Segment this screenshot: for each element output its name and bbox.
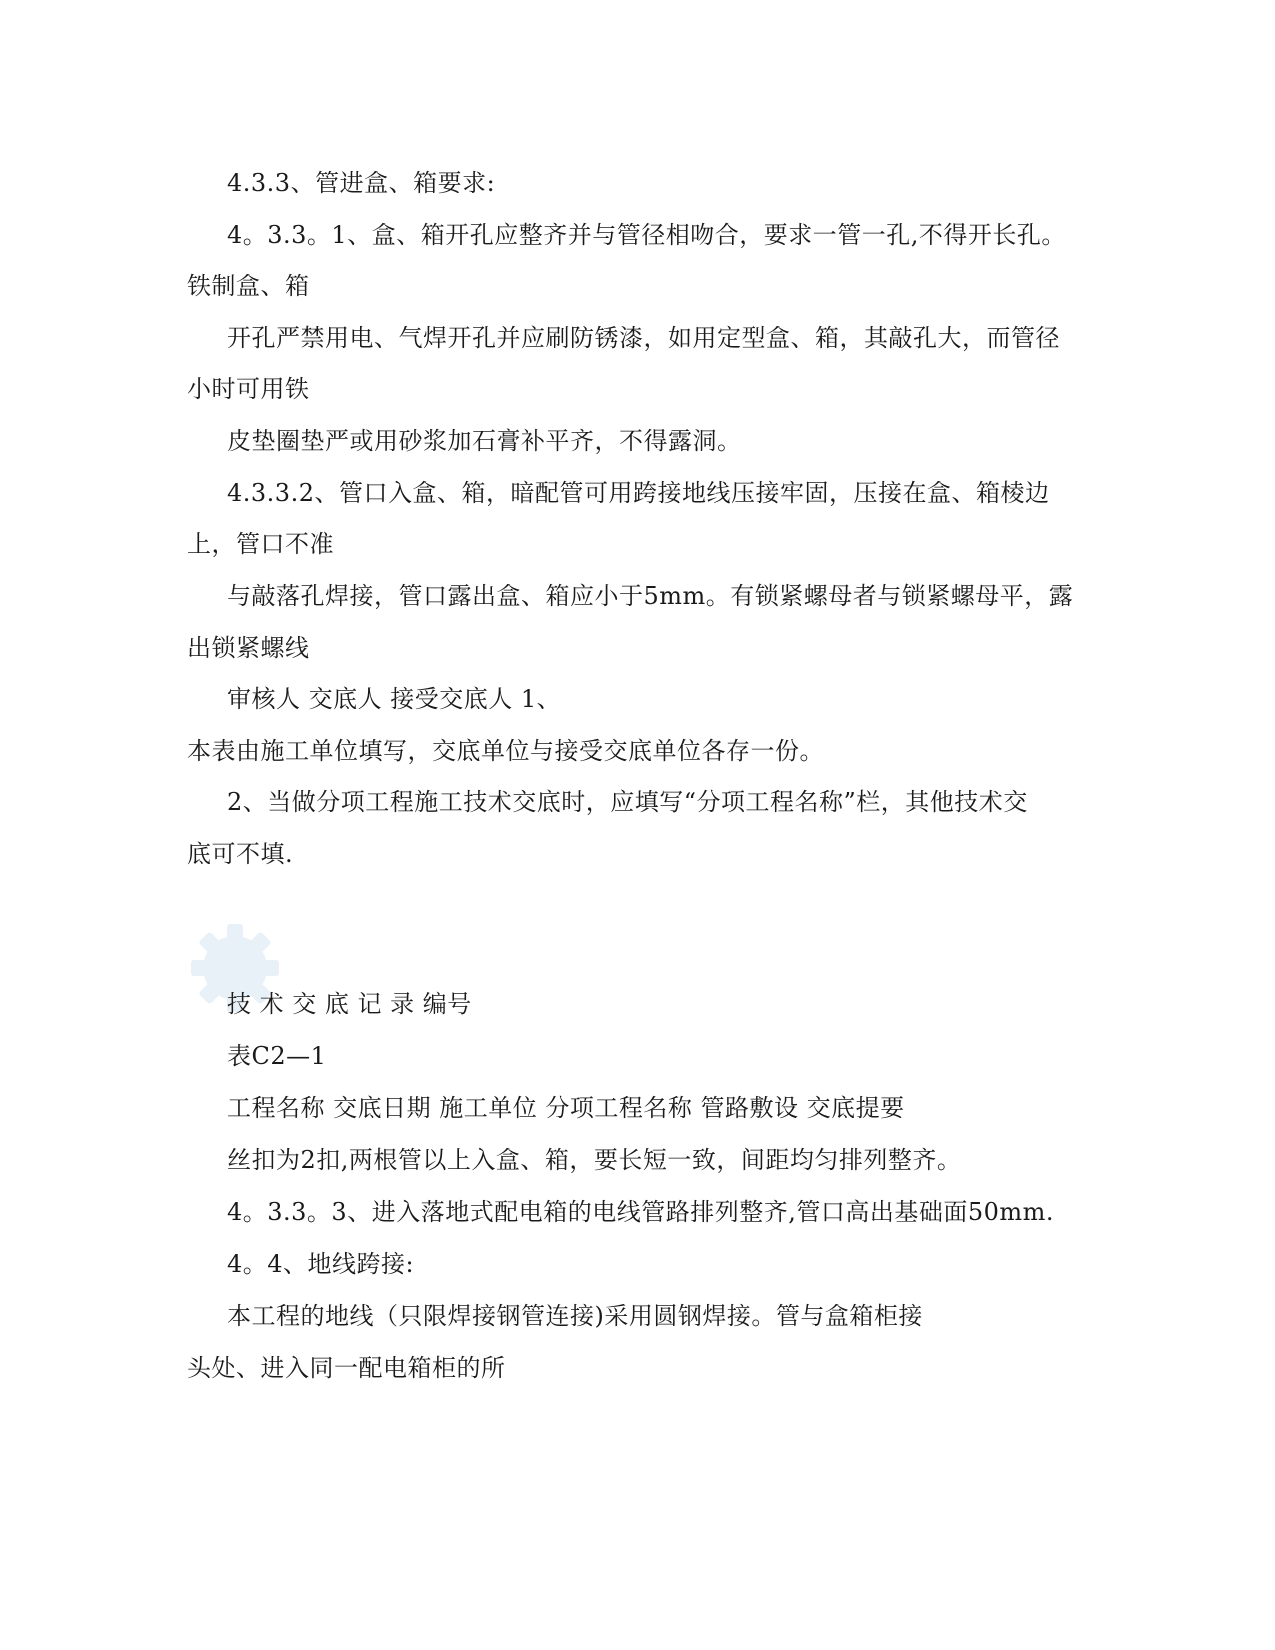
text-line: 皮垫圈垫严或用砂浆加石膏补平齐，不得露洞。 — [227, 427, 742, 455]
text-line: 头处、进入同一配电箱柜的所 — [187, 1354, 506, 1382]
text-line: 4。3.3。1、盒、箱开孔应整齐并与管径相吻合，要求一管一孔,不得开长孔。 — [227, 221, 1066, 249]
text-line: 本表由施工单位填写，交底单位与接受交底单位各存一份。 — [187, 737, 824, 765]
table-code: 表C2—1 — [227, 1042, 327, 1070]
text-line: 工程名称 交底日期 施工单位 分项工程名称 管路敷设 交底提要 — [227, 1094, 905, 1122]
section-title: 技 术 交 底 记 录 编号 — [227, 990, 472, 1018]
text-line: 4。3.3。3、进入落地式配电箱的电线管路排列整齐,管口高出基础面50mm. — [227, 1198, 1055, 1226]
text-line: 4.3.3.2、管口入盒、箱，暗配管可用跨接地线压接牢固，压接在盒、箱棱边 — [227, 479, 1050, 507]
text-line: 4.3.3、管进盒、箱要求: — [227, 169, 496, 197]
text-line: 小时可用铁 — [187, 375, 310, 403]
text-line: 本工程的地线（只限焊接钢管连接)采用圆钢焊接。管与盒箱柜接 — [227, 1302, 923, 1330]
text-line: 开孔严禁用电、气焊开孔并应刷防锈漆，如用定型盒、箱，其敲孔大，而管径 — [227, 324, 1060, 352]
text-line: 4。4、地线跨接: — [227, 1250, 415, 1278]
text-line: 铁制盒、箱 — [187, 272, 310, 300]
text-line: 底可不填. — [187, 840, 294, 868]
text-line: 2、当做分项工程施工技术交底时，应填写“分项工程名称”栏，其他技术交 — [227, 788, 1028, 816]
text-line: 与敲落孔焊接，管口露出盒、箱应小于5mm。有锁紧螺母者与锁紧螺母平，露 — [227, 582, 1074, 610]
text-line: 审核人 交底人 接受交底人 1、 — [227, 685, 562, 713]
text-line: 丝扣为2扣,两根管以上入盒、箱，要长短一致，间距均匀排列整齐。 — [227, 1146, 962, 1174]
text-line: 上，管口不准 — [187, 530, 334, 558]
text-line: 出锁紧螺线 — [187, 634, 310, 662]
